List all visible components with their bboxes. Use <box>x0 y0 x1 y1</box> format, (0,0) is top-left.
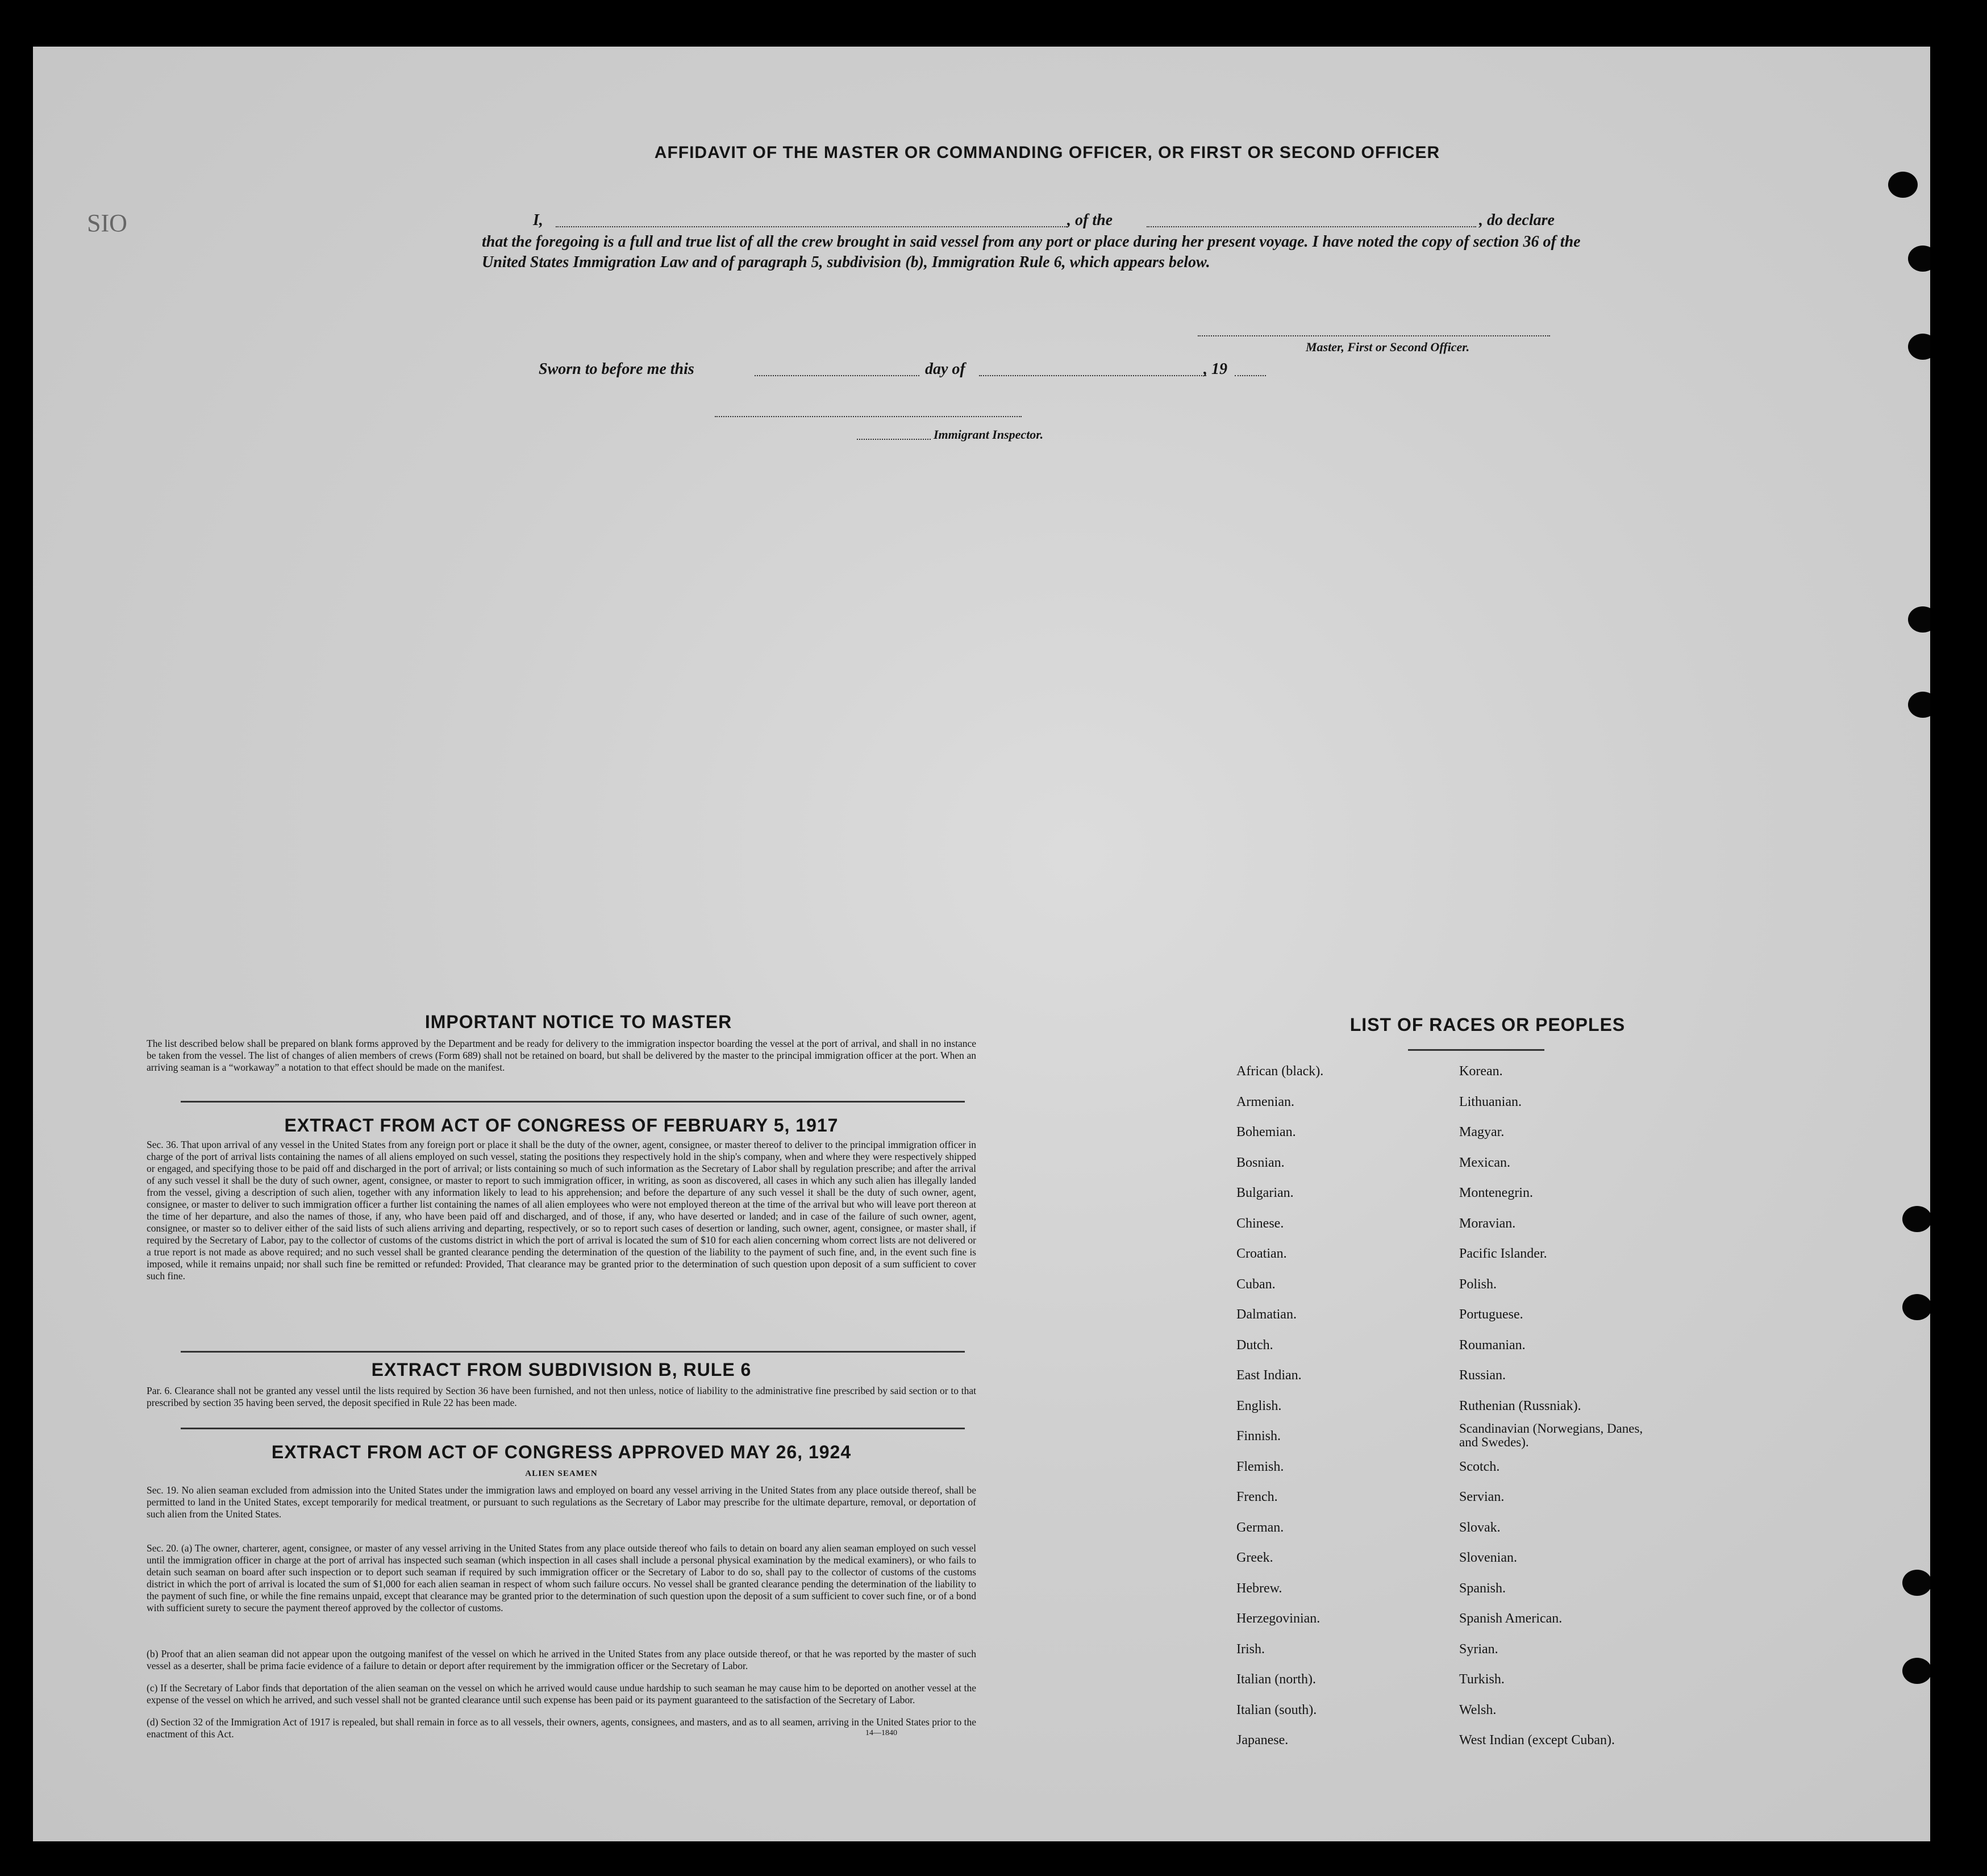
binder-hole <box>1902 1570 1930 1596</box>
extract-rule6-body: Par. 6. Clearance shall not be granted any vessel until the lists required by Section 36 have been furnished, and not then unless, notice of liability to the administrative fine prescribed by said section or to that prescribed by section 35 having been served, the deposit specified in Rule 22 has been made. <box>147 1385 976 1408</box>
race-item: Spanish American. <box>1459 1611 1563 1626</box>
race-item: African (black). <box>1236 1064 1324 1079</box>
race-item: Polish. <box>1459 1276 1497 1292</box>
race-item: Chinese. <box>1236 1216 1284 1231</box>
race-item: Scandinavian (Norwegians, Danes, and Swedes). <box>1459 1421 1643 1449</box>
extract-1924-subtitle: ALIEN SEAMEN <box>525 1469 598 1478</box>
race-item: Scotch. <box>1459 1459 1500 1474</box>
race-item: English. <box>1236 1398 1282 1413</box>
inspector-label: Immigrant Inspector. <box>934 427 1044 442</box>
race-item: Syrian. <box>1459 1641 1498 1657</box>
race-item: German. <box>1236 1520 1284 1535</box>
binder-hole <box>1902 1294 1930 1320</box>
race-item: Ruthenian (Russniak). <box>1459 1398 1581 1413</box>
inspector-short-line <box>857 439 931 440</box>
race-item: Hebrew. <box>1236 1580 1282 1596</box>
notice-title: IMPORTANT NOTICE TO MASTER <box>424 1012 732 1032</box>
inspector-signature-line <box>715 416 1022 417</box>
divider-2 <box>181 1351 965 1353</box>
race-item: Japanese. <box>1236 1733 1289 1748</box>
divider-1 <box>181 1101 965 1103</box>
day-of-label: day of <box>925 360 965 378</box>
extract-1917-body: Sec. 36. That upon arrival of any vessel in the United States from any foreign port or place it shall be the duty of the owner, agent, consignee, or master thereof to deliver to the principal immigration officer in charge of the port of arrival lists containing the names of all aliens employed on such vessel, stating the positions they respectively hold in the ship's company, when and where they were respectively shipped or engaged, and specifying those to be paid off and discharged in the port of arrival; or lists containing so much of such information as the Secretary of Labor shall by regulation prescribe; and after the arrival of any such vessel it shall be the duty of such owner, agent, consignee, or master to report to such immigration officer, in writing, as soon as discovered, all cases in which any such alien has illegally landed from the vessel, giving a description of such alien, together with any information likely to lead to his apprehension; and before the departure of any such vessel it shall be the duty of such owner, agent, consignee, or master to deliver to such immigration officer a further list containing the names of all alien employees who were not employed thereon at the time of the arrival but who will leave port thereon at the time of her departure, and also the names of those, if any, who have been paid off and discharged, and of those, if any, who have deserted or landed; and in case of the failure of such owner, agent, consignee, or master so to deliver either of the said lists of such aliens arriving and departing, respectively, or so to report such cases of desertion or landing, such owner, agent, consignee, or master shall, if required by the Secretary of Labor, pay to the collector of customs of the customs district in which the port of arrival is located the sum of $10 for each alien concerning whom correct lists are not delivered or a true report is not made as above required; and no such vessel shall be granted clearance pending the determination of the question of the liability to the payment of such fine, and, in the event such fine is imposed, while it remains unpaid; nor shall such fine be remitted or refunded: Provided, That clearance may be granted prior to the determination of such question upon deposit of a sum sufficient to cover such fine. <box>147 1139 976 1282</box>
binder-hole <box>1902 1206 1930 1232</box>
master-signature-line <box>1198 335 1550 336</box>
race-item: Russian. <box>1459 1368 1506 1383</box>
sec-20a-text: Sec. 20. (a) The owner, charterer, agent, consignee, or master of any vessel arriving in the United States from any place outside thereof who fails to detain on board any alien seaman employed on such vessel until the immigration officer in charge at the port of arrival has inspected such seaman (which inspection in all cases shall include a personal physical examination by the medical examiners), or who fails to detain such seaman on board after such inspection or to deport such seaman if required by such immigration officer or the Secretary of Labor to do so, shall pay to the collector of customs of the customs district in which the port of arrival is located the sum of $1,000 for each alien seaman in respect of whom such failure occurs. No vessel shall be granted clearance pending the determination of the liability to the payment of such fine, or while the fine remains unpaid, except that clearance may be granted prior to the determination of such question upon the deposit of a sum sufficient to cover such fine, or of a bond with sufficient surety to secure the payment thereof approved by the collector of customs. <box>147 1542 976 1613</box>
race-item: Pacific Islander. <box>1459 1246 1547 1261</box>
race-item: Montenegrin. <box>1459 1186 1533 1200</box>
race-item: Turkish. <box>1459 1672 1505 1687</box>
race-item: Slovak. <box>1459 1520 1501 1535</box>
extract-1924-title: EXTRACT FROM ACT OF CONGRESS APPROVED MAY 26, 1924 <box>271 1442 852 1462</box>
year-label: , 19 <box>1203 360 1227 378</box>
race-item: Cuban. <box>1236 1276 1276 1292</box>
binder-hole <box>1888 172 1918 198</box>
master-signature-label: Master, First or Second Officer. <box>1306 340 1470 354</box>
binder-hole <box>1908 334 1930 360</box>
race-item: Servian. <box>1459 1490 1505 1504</box>
race-item: Herzegovinian. <box>1236 1611 1320 1626</box>
race-item: Moravian. <box>1459 1216 1516 1231</box>
race-item: Italian (south). <box>1236 1702 1317 1717</box>
race-item: Lithuanian. <box>1459 1094 1522 1109</box>
race-item: Italian (north). <box>1236 1672 1316 1687</box>
race-item: Korean. <box>1459 1064 1503 1079</box>
race-item: East Indian. <box>1236 1368 1302 1383</box>
month-line <box>979 375 1206 376</box>
affidavit-i-label: I, <box>533 211 543 229</box>
race-item: Croatian. <box>1236 1246 1287 1261</box>
affidavit-paragraph: that the foregoing is a full and true list of all the crew brought in said vessel from any port or place during her present voyage. I have noted the copy of section 36 of the United States Immigration Law and of paragraph 5, subdivision (b), Immigration Rule 6, which appears below. <box>482 233 1581 271</box>
race-item: Roumanian. <box>1459 1337 1526 1353</box>
sec-19-text: Sec. 19. No alien seaman excluded from admission into the United States under the immigration laws and employed on board any vessel arriving in the United States from any place outside thereof, shall be permitted to land in the United States, except temporarily for medical treatment, or pursuant to such regulations as the Secretary of Labor may prescribe for the ultimate departure, removal, or deportation of such alien from the United States. <box>147 1484 976 1520</box>
sworn-day-line <box>755 375 919 376</box>
races-title-underline <box>1408 1049 1544 1051</box>
margin-mark: SIO <box>87 209 127 237</box>
affidavit-title: AFFIDAVIT OF THE MASTER OR COMMANDING OFFICER, OR FIRST OR SECOND OFFICER <box>654 143 1440 162</box>
sec-20c-text: (c) If the Secretary of Labor finds that deportation of the alien seaman on the vessel on which he arrived would cause undue hardship to such seaman he may cause him to be deported on another vessel at the expense of the vessel on which he arrived, and such vessel shall not be granted clearance until such expense has been paid or its payment guaranteed to the satisfaction of the Secretary of Labor. <box>147 1682 976 1706</box>
binder-hole <box>1908 606 1930 633</box>
binder-hole <box>1908 692 1930 718</box>
race-item: Spanish. <box>1459 1580 1506 1596</box>
race-item: Magyar. <box>1459 1125 1505 1139</box>
affidavit-declare-label: , do declare <box>1479 211 1555 229</box>
extract-1917-title: EXTRACT FROM ACT OF CONGRESS OF FEBRUARY 5, 1917 <box>284 1115 839 1135</box>
document-sheet <box>33 47 1930 1841</box>
race-item: Mexican. <box>1459 1155 1510 1170</box>
races-title: LIST OF RACES OR PEOPLES <box>1349 1014 1626 1035</box>
race-item: Greek. <box>1236 1550 1273 1565</box>
race-item: Armenian. <box>1236 1094 1294 1109</box>
race-item: Flemish. <box>1236 1459 1284 1474</box>
binder-hole <box>1908 246 1930 272</box>
vessel-blank-line <box>1147 226 1476 227</box>
sec-20b-text: (b) Proof that an alien seaman did not appear upon the outgoing manifest of the vessel on which he arrived in the United States from any place outside thereof, or that he was reported by the master of such vessel as a deserter, shall be prima facie evidence of a failure to detain or deport after requirement by the immigration officer or the Secretary of Labor. <box>147 1648 976 1671</box>
race-item: West Indian (except Cuban). <box>1459 1733 1615 1748</box>
race-item: Dalmatian. <box>1236 1307 1297 1322</box>
form-number: 14—1840 <box>865 1729 897 1737</box>
divider-3 <box>181 1428 965 1429</box>
race-item: Bosnian. <box>1236 1155 1285 1170</box>
notice-body: The list described below shall be prepared on blank forms approved by the Department and be ready for delivery to the immigration inspector boarding the vessel at the port of arrival, and shall in no instance be taken from the vessel. The list of changes of alien members of crews (Form 689) shall not be retained on board, but shall be delivered by the master to the principal immigration officer at the port. When an arriving seaman is a “workaway” a notation to that effect should be made on the manifest. <box>147 1038 976 1073</box>
name-blank-line <box>556 226 1067 227</box>
race-item: Bohemian. <box>1236 1125 1296 1139</box>
race-item: French. <box>1236 1490 1278 1504</box>
extract-rule6-title: EXTRACT FROM SUBDIVISION B, RULE 6 <box>371 1359 752 1380</box>
race-item: Irish. <box>1236 1641 1265 1657</box>
race-item: Welsh. <box>1459 1702 1497 1717</box>
affidavit-of-the-label: , of the <box>1067 211 1113 229</box>
year-line <box>1235 375 1266 376</box>
race-item: Portuguese. <box>1459 1307 1523 1322</box>
binder-hole <box>1902 1658 1930 1684</box>
race-item: Bulgarian. <box>1236 1186 1294 1200</box>
race-item: Finnish. <box>1236 1429 1281 1444</box>
sec-20d-text: (d) Section 32 of the Immigration Act of 1917 is repealed, but shall remain in force as to all vessels, their owners, agents, consignees, and masters, and as to all seamen, arriving in the United States prior to the enactment of this Act. <box>147 1716 976 1740</box>
race-item: Slovenian. <box>1459 1550 1517 1565</box>
race-item: Dutch. <box>1236 1337 1273 1353</box>
sworn-label: Sworn to before me this <box>539 360 694 378</box>
